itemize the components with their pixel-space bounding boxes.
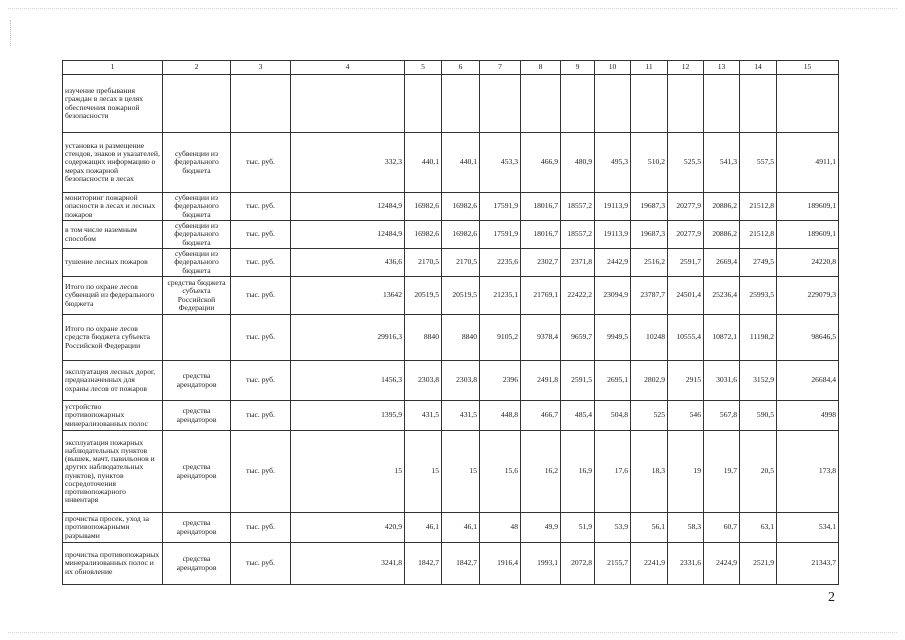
value-cell: 20519,5 xyxy=(405,277,442,315)
value-cell: 20519,5 xyxy=(442,277,480,315)
activity-name-cell: в том числе наземным способом xyxy=(63,221,163,249)
funding-source-cell: средства арендаторов xyxy=(163,543,231,585)
value-cell: 448,8 xyxy=(480,401,521,431)
value-cell: 21512,8 xyxy=(740,193,777,221)
value-cell: 18557,2 xyxy=(561,193,595,221)
value-cell: 525 xyxy=(631,401,668,431)
value-cell: 1993,1 xyxy=(521,543,561,585)
value-cell: 60,7 xyxy=(704,513,740,543)
value-cell: 16982,6 xyxy=(442,193,480,221)
value-cell: 25993,5 xyxy=(740,277,777,315)
table-row xyxy=(63,543,839,585)
value-cell: 2491,8 xyxy=(521,361,561,401)
value-cell: 495,3 xyxy=(595,133,631,193)
funding-source-cell: средства арендаторов xyxy=(163,401,231,431)
value-cell: 23094,9 xyxy=(595,277,631,315)
funding-source-cell: субвенции из федерального бюджета xyxy=(163,193,231,221)
column-number-row xyxy=(63,61,839,75)
value-cell: 20,5 xyxy=(740,431,777,513)
value-cell: 20277,9 xyxy=(668,193,704,221)
value-cell: 2241,9 xyxy=(631,543,668,585)
value-cell: 15 xyxy=(291,431,405,513)
value-cell: 15 xyxy=(405,431,442,513)
value-cell: 18016,7 xyxy=(521,221,561,249)
value-cell: 2302,7 xyxy=(521,249,561,277)
value-cell xyxy=(631,75,668,133)
activity-name-cell: мониторинг пожарной опасности в лесах и лесных пожаров xyxy=(63,193,163,221)
unit-cell: тыс. руб. xyxy=(231,543,291,585)
unit-cell: тыс. руб. xyxy=(231,513,291,543)
funding-source-cell: средства арендаторов xyxy=(163,431,231,513)
value-cell: 21235,1 xyxy=(480,277,521,315)
activity-name-cell: прочистка просек, уход за противопожарными разрывами xyxy=(63,513,163,543)
value-cell: 2749,5 xyxy=(740,249,777,277)
value-cell: 19687,3 xyxy=(631,193,668,221)
funding-source-cell: субвенции из федерального бюджета xyxy=(163,249,231,277)
value-cell: 48 xyxy=(480,513,521,543)
table-row xyxy=(63,249,839,277)
value-cell: 2170,5 xyxy=(405,249,442,277)
value-cell: 480,9 xyxy=(561,133,595,193)
value-cell xyxy=(521,75,561,133)
value-cell: 49,9 xyxy=(521,513,561,543)
value-cell: 4911,1 xyxy=(777,133,839,193)
unit-cell xyxy=(231,75,291,133)
table-row xyxy=(63,75,839,133)
value-cell: 19113,9 xyxy=(595,221,631,249)
unit-cell: тыс. руб. xyxy=(231,361,291,401)
value-cell: 23787,7 xyxy=(631,277,668,315)
unit-cell: тыс. руб. xyxy=(231,401,291,431)
value-cell: 3152,9 xyxy=(740,361,777,401)
unit-cell: тыс. руб. xyxy=(231,221,291,249)
value-cell: 24220,8 xyxy=(777,249,839,277)
scan-border-top xyxy=(8,8,897,9)
value-cell: 10555,4 xyxy=(668,315,704,361)
value-cell: 1842,7 xyxy=(405,543,442,585)
unit-cell: тыс. руб. xyxy=(231,249,291,277)
table-row xyxy=(63,315,839,361)
unit-cell: тыс. руб. xyxy=(231,315,291,361)
value-cell: 440,1 xyxy=(405,133,442,193)
value-cell: 2424,9 xyxy=(704,543,740,585)
scan-margin-mark xyxy=(10,20,11,46)
column-number-13: 13 xyxy=(704,61,740,75)
value-cell: 3031,6 xyxy=(704,361,740,401)
value-cell: 332,3 xyxy=(291,133,405,193)
value-cell xyxy=(704,75,740,133)
value-cell: 4998 xyxy=(777,401,839,431)
value-cell: 8840 xyxy=(405,315,442,361)
value-cell: 58,3 xyxy=(668,513,704,543)
column-number-12: 12 xyxy=(668,61,704,75)
value-cell: 15,6 xyxy=(480,431,521,513)
table-row xyxy=(63,193,839,221)
value-cell: 53,9 xyxy=(595,513,631,543)
value-cell: 24501,4 xyxy=(668,277,704,315)
unit-cell: тыс. руб. xyxy=(231,193,291,221)
value-cell: 17591,9 xyxy=(480,221,521,249)
activity-name-cell: тушение лесных пожаров xyxy=(63,249,163,277)
value-cell: 1842,7 xyxy=(442,543,480,585)
value-cell: 2669,4 xyxy=(704,249,740,277)
value-cell: 2591,5 xyxy=(561,361,595,401)
value-cell: 20886,2 xyxy=(704,221,740,249)
table-row xyxy=(63,221,839,249)
table-row xyxy=(63,133,839,193)
value-cell: 10248 xyxy=(631,315,668,361)
value-cell: 20886,2 xyxy=(704,193,740,221)
unit-cell: тыс. руб. xyxy=(231,133,291,193)
column-number-10: 10 xyxy=(595,61,631,75)
value-cell: 2516,2 xyxy=(631,249,668,277)
value-cell: 16,9 xyxy=(561,431,595,513)
value-cell: 21769,1 xyxy=(521,277,561,315)
value-cell: 173,8 xyxy=(777,431,839,513)
value-cell: 2170,5 xyxy=(442,249,480,277)
value-cell: 12484,9 xyxy=(291,221,405,249)
value-cell: 189609,1 xyxy=(777,221,839,249)
value-cell: 2072,8 xyxy=(561,543,595,585)
value-cell: 420,9 xyxy=(291,513,405,543)
value-cell: 2915 xyxy=(668,361,704,401)
funding-source-cell: средства арендаторов xyxy=(163,361,231,401)
table-row xyxy=(63,431,839,513)
value-cell: 541,3 xyxy=(704,133,740,193)
funding-source-cell: средства арендаторов xyxy=(163,513,231,543)
value-cell: 436,6 xyxy=(291,249,405,277)
value-cell: 16982,6 xyxy=(442,221,480,249)
activity-name-cell: Итого по охране лесов субвенций из федерального бюджета xyxy=(63,277,163,315)
activity-name-cell: Итого по охране лесов средств бюджета субъекта Российской Федерации xyxy=(63,315,163,361)
column-number-8: 8 xyxy=(521,61,561,75)
value-cell: 10872,1 xyxy=(704,315,740,361)
funding-source-cell: субвенции из федерального бюджета xyxy=(163,133,231,193)
column-number-3: 3 xyxy=(231,61,291,75)
value-cell xyxy=(595,75,631,133)
column-number-14: 14 xyxy=(740,61,777,75)
value-cell: 9378,4 xyxy=(521,315,561,361)
column-number-15: 15 xyxy=(777,61,839,75)
value-cell: 17591,9 xyxy=(480,193,521,221)
table-row xyxy=(63,401,839,431)
column-number-9: 9 xyxy=(561,61,595,75)
value-cell: 21512,8 xyxy=(740,221,777,249)
value-cell: 20277,9 xyxy=(668,221,704,249)
value-cell: 16982,6 xyxy=(405,193,442,221)
value-cell xyxy=(561,75,595,133)
value-cell: 466,7 xyxy=(521,401,561,431)
value-cell: 8840 xyxy=(442,315,480,361)
activity-name-cell: изучение пребывания граждан в лесах в целях обеспечения пожарной безопасности xyxy=(63,75,163,133)
value-cell: 504,8 xyxy=(595,401,631,431)
value-cell: 16982,6 xyxy=(405,221,442,249)
value-cell: 1916,4 xyxy=(480,543,521,585)
funding-source-cell xyxy=(163,75,231,133)
value-cell: 567,8 xyxy=(704,401,740,431)
page-number: 2 xyxy=(828,590,835,605)
value-cell: 453,3 xyxy=(480,133,521,193)
value-cell: 2695,1 xyxy=(595,361,631,401)
value-cell: 9659,7 xyxy=(561,315,595,361)
value-cell: 46,1 xyxy=(405,513,442,543)
value-cell: 21343,7 xyxy=(777,543,839,585)
column-number-11: 11 xyxy=(631,61,668,75)
column-number-6: 6 xyxy=(442,61,480,75)
value-cell xyxy=(291,75,405,133)
value-cell: 19 xyxy=(668,431,704,513)
value-cell: 2591,7 xyxy=(668,249,704,277)
value-cell: 9949,5 xyxy=(595,315,631,361)
unit-cell: тыс. руб. xyxy=(231,277,291,315)
value-cell: 2396 xyxy=(480,361,521,401)
value-cell: 19113,9 xyxy=(595,193,631,221)
value-cell: 25236,4 xyxy=(704,277,740,315)
value-cell: 11198,2 xyxy=(740,315,777,361)
table-row xyxy=(63,513,839,543)
funding-source-cell xyxy=(163,315,231,361)
activity-name-cell: эксплуатация лесных дорог, предназначенных для охраны лесов от пожаров xyxy=(63,361,163,401)
value-cell xyxy=(740,75,777,133)
activity-name-cell: устройство противопожарных минерализованных полос xyxy=(63,401,163,431)
table-row xyxy=(63,361,839,401)
activity-name-cell: эксплуатация пожарных наблюдательных пунктов (вышек, мачт, павильонов и других наблюдательных пунктов), пунктов сосредоточения противопожарного инвентаря xyxy=(63,431,163,513)
table-row xyxy=(63,277,839,315)
value-cell: 9105,2 xyxy=(480,315,521,361)
value-cell xyxy=(668,75,704,133)
value-cell xyxy=(480,75,521,133)
value-cell: 46,1 xyxy=(442,513,480,543)
unit-cell: тыс. руб. xyxy=(231,431,291,513)
funding-source-cell: субвенции из федерального бюджета xyxy=(163,221,231,249)
value-cell xyxy=(405,75,442,133)
value-cell: 534,1 xyxy=(777,513,839,543)
value-cell: 431,5 xyxy=(405,401,442,431)
value-cell: 3241,8 xyxy=(291,543,405,585)
value-cell: 15 xyxy=(442,431,480,513)
value-cell: 2442,9 xyxy=(595,249,631,277)
value-cell: 19,7 xyxy=(704,431,740,513)
value-cell: 1395,9 xyxy=(291,401,405,431)
value-cell: 525,5 xyxy=(668,133,704,193)
value-cell: 56,1 xyxy=(631,513,668,543)
value-cell: 1456,3 xyxy=(291,361,405,401)
value-cell xyxy=(442,75,480,133)
value-cell: 590,5 xyxy=(740,401,777,431)
value-cell: 17,6 xyxy=(595,431,631,513)
value-cell: 2235,6 xyxy=(480,249,521,277)
value-cell: 2802,9 xyxy=(631,361,668,401)
value-cell: 440,1 xyxy=(442,133,480,193)
value-cell: 98646,5 xyxy=(777,315,839,361)
value-cell: 485,4 xyxy=(561,401,595,431)
scan-border-bottom xyxy=(8,632,897,633)
value-cell: 229079,3 xyxy=(777,277,839,315)
value-cell: 19687,3 xyxy=(631,221,668,249)
value-cell: 18016,7 xyxy=(521,193,561,221)
column-number-5: 5 xyxy=(405,61,442,75)
column-number-4: 4 xyxy=(291,61,405,75)
activity-name-cell: установка и размещение стендов, знаков и указателей, содержащих информацию о мерах пожарной безопасности в лесах xyxy=(63,133,163,193)
value-cell: 2371,8 xyxy=(561,249,595,277)
value-cell: 29916,3 xyxy=(291,315,405,361)
value-cell: 546 xyxy=(668,401,704,431)
column-number-2: 2 xyxy=(163,61,231,75)
value-cell: 189609,1 xyxy=(777,193,839,221)
value-cell: 2331,6 xyxy=(668,543,704,585)
value-cell: 2303,8 xyxy=(405,361,442,401)
funding-source-cell: средства бюджета субъекта Российской Федерации xyxy=(163,277,231,315)
activity-name-cell: прочистка противопожарных минерализованных полос и их обновление xyxy=(63,543,163,585)
value-cell: 18,3 xyxy=(631,431,668,513)
column-number-1: 1 xyxy=(63,61,163,75)
budget-table xyxy=(62,60,839,585)
value-cell: 557,5 xyxy=(740,133,777,193)
column-number-7: 7 xyxy=(480,61,521,75)
value-cell: 12484,9 xyxy=(291,193,405,221)
value-cell: 13642 xyxy=(291,277,405,315)
value-cell: 16,2 xyxy=(521,431,561,513)
value-cell: 2521,9 xyxy=(740,543,777,585)
value-cell xyxy=(777,75,839,133)
value-cell: 26684,4 xyxy=(777,361,839,401)
value-cell: 510,2 xyxy=(631,133,668,193)
value-cell: 63,1 xyxy=(740,513,777,543)
value-cell: 431,5 xyxy=(442,401,480,431)
value-cell: 2303,8 xyxy=(442,361,480,401)
value-cell: 2155,7 xyxy=(595,543,631,585)
value-cell: 18557,2 xyxy=(561,221,595,249)
value-cell: 22422,2 xyxy=(561,277,595,315)
value-cell: 51,9 xyxy=(561,513,595,543)
value-cell: 466,9 xyxy=(521,133,561,193)
